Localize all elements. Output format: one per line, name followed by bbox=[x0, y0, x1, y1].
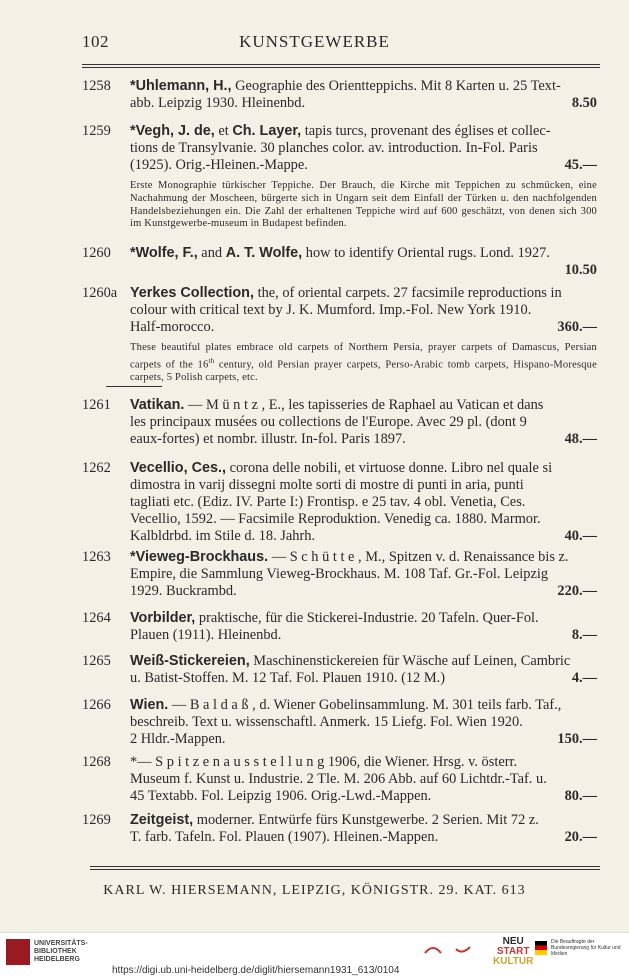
entry-line bbox=[130, 528, 597, 545]
entry-text: Half-morocco. bbox=[130, 319, 215, 335]
entry-line bbox=[130, 627, 597, 644]
entry-price: 10.50 bbox=[564, 262, 597, 278]
entry-line-text bbox=[130, 414, 527, 431]
entry-author: Vecellio, Ces., bbox=[130, 460, 226, 476]
header-rule-2 bbox=[82, 67, 600, 68]
catalog-entry bbox=[82, 754, 597, 805]
entry-body bbox=[130, 285, 597, 336]
entry-price: 220.— bbox=[557, 583, 597, 599]
page-number: 102 bbox=[82, 32, 109, 51]
entry-text: — S c h ü t t e , M., Spitzen v. d. Renaissance bis z. bbox=[268, 549, 569, 565]
catalog-entry bbox=[82, 610, 597, 644]
entry-number: 1263 bbox=[82, 549, 111, 565]
catalog-entry bbox=[82, 549, 597, 600]
entry-text: Maschinenstickereien für Wäsche auf Leinen, Cambric bbox=[249, 653, 571, 669]
entry-text: dimostra in varij dissegni molte sorti di mostre di punti in aria, punti bbox=[130, 477, 524, 493]
entry-line-text bbox=[130, 511, 541, 528]
note-1260a-part2: century, old Persian prayer carpets, Perso-Arabic tomb carpets, Hispano-Moresque carpets, 5 Polish carpets, etc. bbox=[130, 359, 597, 384]
university-logo-icon[interactable] bbox=[6, 939, 30, 965]
entry-author: Ch. Layer, bbox=[232, 123, 302, 139]
entry-line-text bbox=[130, 653, 570, 670]
bund-flag-icon bbox=[535, 941, 547, 955]
entry-author: Weiß-Stickereien, bbox=[130, 653, 250, 669]
entry-number: 1261 bbox=[82, 397, 111, 413]
entry-price: 4.— bbox=[571, 670, 597, 686]
entry-price: 48.— bbox=[564, 431, 597, 447]
catalog-entry bbox=[82, 123, 597, 174]
entry-text: eaux-fortes) et nombr. illustr. In-fol. Paris 1897. bbox=[130, 431, 406, 447]
catalog-entry bbox=[82, 697, 597, 748]
entry-line bbox=[130, 653, 597, 670]
entry-line bbox=[130, 477, 597, 494]
entry-line bbox=[130, 754, 597, 771]
entry-line bbox=[130, 788, 597, 805]
entry-line bbox=[130, 566, 597, 583]
entry-number: 1269 bbox=[82, 812, 111, 828]
neustart-line-2: START bbox=[496, 946, 530, 957]
entry-line bbox=[130, 140, 597, 157]
entry-text: 2 Hldr.-Mappen. bbox=[130, 731, 226, 747]
catalog-entry bbox=[82, 245, 597, 279]
entry-body bbox=[130, 123, 597, 174]
entry-line bbox=[130, 731, 597, 748]
neustart-kultur-logo[interactable] bbox=[493, 937, 533, 967]
entry-line-text bbox=[130, 285, 562, 302]
entry-text: Plauen (1911). Hleinenbd. bbox=[130, 627, 282, 643]
entry-text: 45 Textabb. Fol. Leipzig 1906. Orig.-Lwd.-Mappen. bbox=[130, 788, 432, 804]
entry-text: the, of oriental carpets. 27 facsimile reproductions in bbox=[253, 285, 562, 301]
library-name[interactable] bbox=[34, 940, 88, 964]
entry-author: Wien. bbox=[130, 697, 169, 713]
entry-line-text bbox=[130, 123, 551, 140]
catalog-entry bbox=[82, 653, 597, 687]
entry-body bbox=[130, 754, 597, 805]
catalog-entry bbox=[82, 460, 597, 545]
entry-line-text bbox=[130, 754, 517, 771]
entry-line bbox=[130, 511, 597, 528]
entry-body bbox=[130, 653, 597, 687]
entry-line-text bbox=[130, 788, 431, 805]
entry-text: Kalbldrbd. im Stile d. 18. Jahrh. bbox=[130, 528, 316, 544]
entry-text: tapis turcs, provenant des églises et collec- bbox=[301, 123, 551, 139]
entry-number: 1266 bbox=[82, 697, 111, 713]
entry-line-text bbox=[130, 627, 281, 644]
entry-body bbox=[130, 549, 597, 600]
entry-line bbox=[130, 285, 597, 302]
entry-text: Geographie des Orientteppichs. Mit 8 Karten u. 25 Text- bbox=[231, 78, 561, 94]
publisher-footer: KARL W. HIERSEMANN, LEIPZIG, KÖNIGSTR. 29. KAT. 613 bbox=[103, 883, 526, 898]
entry-author: *Uhlemann, H., bbox=[130, 78, 232, 94]
library-line-1: UNIVERSITÄTS- bbox=[34, 940, 88, 947]
entry-line bbox=[130, 302, 597, 319]
entry-text: T. farb. Tafeln. Fol. Plauen (1907). Hleinen.-Mappen. bbox=[130, 829, 439, 845]
entry-line-text bbox=[130, 812, 539, 829]
entry-line-text bbox=[130, 528, 315, 545]
entry-text: abb. Leipzig 1930. Hleinenbd. bbox=[130, 95, 306, 111]
entry-author: *Vieweg-Brockhaus. bbox=[130, 549, 269, 565]
partner-logos bbox=[420, 939, 480, 963]
entry-number: 1259 bbox=[82, 123, 111, 139]
neustart-line-1: NEU bbox=[502, 936, 524, 947]
entry-line-text bbox=[130, 397, 543, 414]
entry-author: A. T. Wolfe, bbox=[225, 245, 303, 261]
page-title: KUNSTGEWERBE bbox=[239, 32, 390, 51]
entry-line bbox=[130, 771, 597, 788]
entry-author: *Vegh, J. de, bbox=[130, 123, 215, 139]
entry-line bbox=[130, 414, 597, 431]
entry-line bbox=[130, 610, 597, 627]
entry-text: — B a l d a ß , d. Wiener Gobelinsammlung. M. 301 teils farb. Taf., bbox=[168, 697, 562, 713]
entry-line bbox=[130, 549, 597, 566]
entry-number: 1258 bbox=[82, 78, 111, 94]
entry-text: tagliati etc. (Ediz. IV. Parte I:) Frontisp. e 25 tav. 4 obl. Venetia, Ces. bbox=[130, 494, 526, 510]
footer-rule-2 bbox=[90, 869, 600, 870]
entry-line-text bbox=[130, 583, 237, 600]
entry-number: 1264 bbox=[82, 610, 111, 626]
entry-text: *— S p i t z e n a u s s t e l l u n g 1906, die Wiener. Hrsg. v. österr. bbox=[130, 754, 518, 770]
entry-line-text bbox=[130, 95, 305, 112]
entry-text: how to identify Oriental rugs. Lond. 1927. bbox=[302, 245, 550, 261]
entry-line bbox=[130, 397, 597, 414]
entry-line-text bbox=[130, 245, 550, 262]
entry-text: tions de Transylvanie. 30 planches color. av. introduction. In-Fol. Paris bbox=[130, 140, 538, 156]
entry-text: les principaux musées ou collections de l'Europe. Avec 29 pl. (dont 9 bbox=[130, 414, 527, 430]
note-1260a-part1: These beautiful plates embrace old carpets of Northern Persia, prayer carpets of Damascus, Persian carpets of the 16 bbox=[130, 342, 597, 371]
entry-text: beschreib. Text u. wissenschaftl. Anmerk. 15 Liefg. Fol. Wien 1920. bbox=[130, 714, 523, 730]
catalog-entry bbox=[82, 78, 597, 112]
entry-line-text bbox=[130, 460, 552, 477]
entry-price: 40.— bbox=[564, 528, 597, 544]
note-1260a bbox=[130, 342, 597, 385]
entry-line bbox=[130, 431, 597, 448]
entry-line bbox=[130, 262, 597, 279]
partner-logo-icon bbox=[420, 939, 480, 961]
catalog-entry bbox=[82, 812, 597, 846]
entry-author: Vatikan. bbox=[130, 397, 185, 413]
entry-price: 150.— bbox=[557, 731, 597, 747]
entry-line-text bbox=[130, 549, 569, 566]
entry-author: Vorbilder, bbox=[130, 610, 196, 626]
entry-line bbox=[130, 78, 597, 95]
bund-text[interactable]: Die Beauftragte der Bundesregierung für Kultur und Medien bbox=[551, 939, 621, 957]
entry-line bbox=[130, 157, 597, 174]
viewer-bottom-bar bbox=[0, 932, 629, 978]
entry-line-text bbox=[130, 319, 214, 336]
entry-line bbox=[130, 319, 597, 336]
entry-line-text bbox=[130, 731, 226, 748]
library-line-2: BIBLIOTHEK bbox=[34, 948, 77, 955]
entry-text: — M ü n t z , E., les tapisseries de Raphael au Vatican et dans bbox=[184, 397, 544, 413]
entry-body bbox=[130, 245, 597, 279]
entry-price: 80.— bbox=[564, 788, 597, 804]
entry-line-text bbox=[130, 477, 524, 494]
entry-text: 1929. Buckrambd. bbox=[130, 583, 237, 599]
entry-text: corona delle nobili, et virtuose donne. Libro nel quale si bbox=[226, 460, 553, 476]
entry-text: praktische, für die Stickerei-Industrie. 20 Tafeln. Quer-Fol. bbox=[195, 610, 539, 626]
entry-price: 8.50 bbox=[571, 95, 597, 111]
entry-price: 360.— bbox=[557, 319, 597, 335]
neustart-line-3: KULTUR bbox=[493, 956, 534, 967]
entry-line bbox=[130, 95, 597, 112]
entry-author: *Wolfe, F., bbox=[130, 245, 198, 261]
note-1260a-sup: th bbox=[208, 356, 215, 365]
entry-number: 1265 bbox=[82, 653, 111, 669]
entry-line-text bbox=[130, 302, 531, 319]
entry-line-text bbox=[130, 566, 548, 583]
entry-line-text bbox=[130, 697, 561, 714]
entry-line bbox=[130, 123, 597, 140]
entry-line bbox=[130, 829, 597, 846]
entry-author: Zeitgeist, bbox=[130, 812, 194, 828]
entry-text: colour with critical text by J. K. Mumford. Imp.-Fol. New York 1910. bbox=[130, 302, 532, 318]
entry-line-text bbox=[130, 494, 525, 511]
entry-line bbox=[130, 670, 597, 687]
entry-line-text bbox=[130, 714, 523, 731]
entry-text: Empire, die Sammlung Vieweg-Brockhaus. M. 108 Taf. Gr.-Fol. Leipzig bbox=[130, 566, 549, 582]
entry-number: 1260a bbox=[82, 285, 118, 301]
catalog-entry bbox=[82, 397, 597, 448]
entry-line-text bbox=[130, 431, 406, 448]
section-divider bbox=[106, 386, 162, 387]
entry-conjunction: and bbox=[197, 245, 226, 261]
entry-body bbox=[130, 697, 597, 748]
entry-body bbox=[130, 812, 597, 846]
entry-line bbox=[130, 245, 597, 262]
entry-body bbox=[130, 397, 597, 448]
note-1259: Erste Monographie türkischer Teppiche. Der Brauch, die Kirche mit Teppichen zu schmücken, eine Nachahmung der Moscheen, bürgerte sich in Ungarn seit dem Einfall der Türken u. den nachfolgenden Handelsbeziehungen ein. Die Zahl der erhaltenen Teppiche wird auf 600 geschätzt, von denen sich 300 im Kunstgewerbe-museum in Budapest befinden. bbox=[130, 180, 597, 230]
entry-line-text bbox=[130, 140, 538, 157]
entry-line bbox=[130, 494, 597, 511]
library-line-3: HEIDELBERG bbox=[34, 956, 80, 963]
entry-line bbox=[130, 583, 597, 600]
entry-line-text bbox=[130, 610, 539, 627]
page-header bbox=[0, 32, 629, 56]
entry-line bbox=[130, 460, 597, 477]
entry-conjunction: et bbox=[214, 123, 233, 139]
entry-line-text bbox=[130, 157, 308, 174]
entry-price: 20.— bbox=[564, 829, 597, 845]
entry-line-text bbox=[130, 670, 445, 687]
entry-number: 1262 bbox=[82, 460, 111, 476]
entry-body bbox=[130, 78, 597, 112]
entry-line bbox=[130, 697, 597, 714]
entry-text: u. Batist-Stoffen. M. 12 Taf. Fol. Plauen 1910. (12 M.) bbox=[130, 670, 446, 686]
entry-author: Yerkes Collection, bbox=[130, 285, 254, 301]
entry-line bbox=[130, 714, 597, 731]
entry-text: Vecellio, 1592. — Facsimile Reproduktion. Venedig ca. 1880. Marmor. bbox=[130, 511, 541, 527]
entry-number: 1268 bbox=[82, 754, 111, 770]
header-rule bbox=[82, 64, 600, 65]
catalog-entry bbox=[82, 285, 597, 336]
entry-price: 8.— bbox=[571, 627, 597, 643]
entry-line-text bbox=[130, 771, 547, 788]
footer-rule bbox=[90, 866, 600, 867]
entry-body bbox=[130, 610, 597, 644]
entry-text: Museum f. Kunst u. Industrie. 2 Tle. M. 206 Abb. auf 60 Lichtdr.-Taf. u. bbox=[130, 771, 547, 787]
entry-line-text bbox=[130, 829, 438, 846]
entry-line-text bbox=[130, 78, 561, 95]
entry-price: 45.— bbox=[564, 157, 597, 173]
entry-text: moderner. Entwürfe fürs Kunstgewerbe. 2 Serien. Mit 72 z. bbox=[193, 812, 539, 828]
entry-number: 1260 bbox=[82, 245, 111, 261]
entry-line bbox=[130, 812, 597, 829]
entry-text: (1925). Orig.-Hleinen.-Mappe. bbox=[130, 157, 308, 173]
permalink-url[interactable]: https://digi.ub.uni-heidelberg.de/diglit/hiersemann1931_613/0104 bbox=[112, 965, 400, 976]
entry-body bbox=[130, 460, 597, 545]
